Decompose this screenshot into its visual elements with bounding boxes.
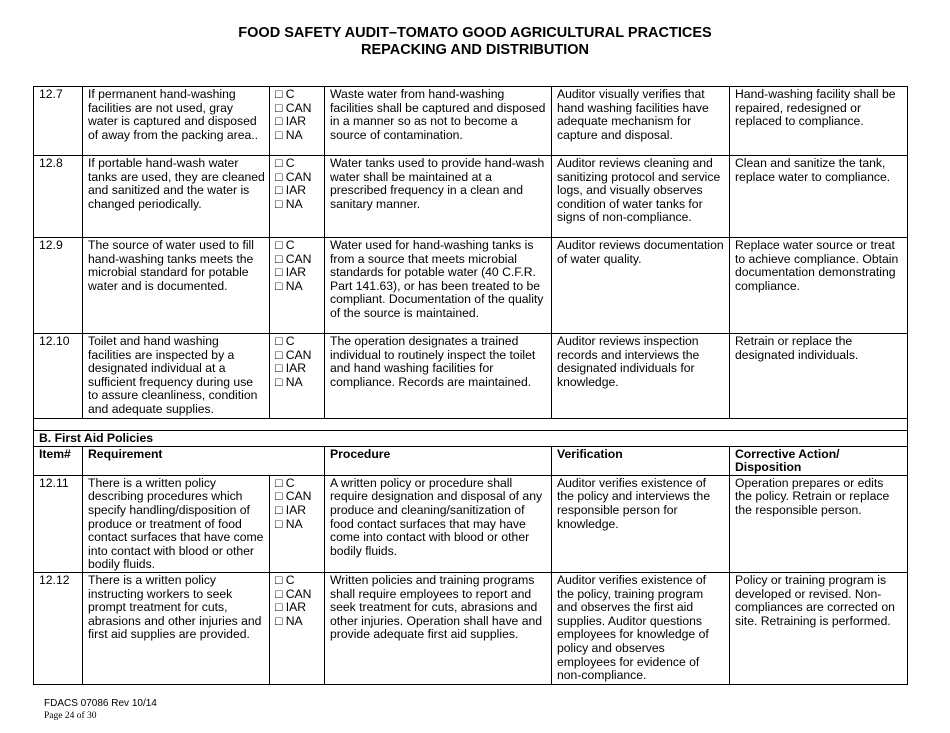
requirement-text: The source of water used to fill hand-washing tanks meets the microbial standard for potable water and is documented.	[83, 238, 270, 334]
document-title	[0, 25, 950, 59]
header-requirement: Requirement	[83, 446, 325, 475]
corrective-action-text: Clean and sanitize the tank, replace water to compliance.	[730, 156, 908, 238]
form-code: FDACS 07086 Rev 10/14	[44, 698, 157, 709]
option-na[interactable]: □ NA	[275, 374, 303, 389]
header-item: Item#	[34, 446, 83, 475]
option-iar[interactable]: □ IAR	[275, 114, 307, 129]
compliance-options[interactable]	[270, 238, 325, 334]
verification-text: Auditor reviews cleaning and sanitizing protocol and service logs, and visually observes condition of water tanks for signs of non-compliance.	[552, 156, 730, 238]
item-number: 12.8	[34, 156, 83, 238]
requirement-text: Toilet and hand washing facilities are inspected by a designated individual at a sufficient frequency during use to assure cleanliness, condition and adequate supplies.	[83, 334, 270, 419]
option-iar[interactable]: □ IAR	[275, 502, 307, 517]
option-c[interactable]: □ C	[275, 238, 295, 252]
requirement-text: If permanent hand-washing facilities are not used, gray water is captured and disposed of away from the packing area..	[83, 87, 270, 156]
option-can[interactable]: □ CAN	[275, 169, 312, 184]
spacer-cell	[34, 419, 908, 431]
item-number: 12.12	[34, 572, 83, 684]
table-row	[34, 334, 908, 419]
section-heading-row	[34, 431, 908, 447]
verification-text: Auditor visually verifies that hand washing facilities have adequate mechanism for capture and disposal.	[552, 87, 730, 156]
title-line-2: REPACKING AND DISTRIBUTION	[361, 42, 589, 58]
option-na[interactable]: □ NA	[275, 127, 303, 142]
table-row	[34, 238, 908, 334]
option-iar[interactable]: □ IAR	[275, 361, 307, 376]
option-na[interactable]: □ NA	[275, 196, 303, 211]
option-can[interactable]: □ CAN	[275, 489, 312, 504]
corrective-action-text: Replace water source or treat to achieve compliance. Obtain documentation demonstrating compliance.	[730, 238, 908, 334]
table-row	[34, 572, 908, 684]
compliance-options[interactable]	[270, 572, 325, 684]
procedure-text: Water tanks used to provide hand-wash water shall be maintained at a prescribed frequency in a clean and sanitary manner.	[325, 156, 552, 238]
corrective-action-text: Policy or training program is developed or revised. Non-compliances are corrected on site. Retraining is performed.	[730, 572, 908, 684]
compliance-options[interactable]	[270, 87, 325, 156]
option-iar[interactable]: □ IAR	[275, 600, 307, 615]
page-number: Page 24 of 30	[44, 711, 97, 721]
requirement-text: There is a written policy describing procedures which specify handling/disposition of produce or treatment of food contact surfaces that have come into contact with blood or other bodily fluids.	[83, 475, 270, 572]
procedure-text: The operation designates a trained individual to routinely inspect the toilet and hand washing facilities for compliance. Records are maintained.	[325, 334, 552, 419]
compliance-options[interactable]	[270, 334, 325, 419]
compliance-options[interactable]	[270, 156, 325, 238]
procedure-text: Water used for hand-washing tanks is from a source that meets microbial standards for potable water (40 C.F.R. Part 141.63), or has been treated to be compliant. Documentation of the quality of the source is maintained.	[325, 238, 552, 334]
requirement-text: There is a written policy instructing workers to seek prompt treatment for cuts, abrasions and other injuries and first aid supplies are provided.	[83, 572, 270, 684]
audit-table	[33, 86, 908, 685]
header-procedure: Procedure	[325, 446, 552, 475]
option-na[interactable]: □ NA	[275, 516, 303, 531]
option-c[interactable]: □ C	[275, 475, 295, 490]
table-row	[34, 156, 908, 238]
table-row	[34, 87, 908, 156]
page-footer	[44, 698, 157, 722]
corrective-action-text: Operation prepares or edits the policy. Retrain or replace the responsible person.	[730, 475, 908, 572]
item-number: 12.7	[34, 87, 83, 156]
verification-text: Auditor reviews documentation of water quality.	[552, 238, 730, 334]
option-iar[interactable]: □ IAR	[275, 265, 307, 280]
option-c[interactable]: □ C	[275, 87, 295, 101]
option-na[interactable]: □ NA	[275, 613, 303, 628]
option-c[interactable]: □ C	[275, 334, 295, 348]
procedure-text: Waste water from hand-washing facilities shall be captured and disposed in a manner so as not to become a source of contamination.	[325, 87, 552, 156]
option-can[interactable]: □ CAN	[275, 347, 312, 362]
item-number: 12.11	[34, 475, 83, 572]
compliance-options[interactable]	[270, 475, 325, 572]
option-can[interactable]: □ CAN	[275, 251, 312, 266]
option-c[interactable]: □ C	[275, 572, 295, 587]
header-corrective-action: Corrective Action/ Disposition	[730, 446, 908, 475]
header-verification: Verification	[552, 446, 730, 475]
option-na[interactable]: □ NA	[275, 278, 303, 293]
verification-text: Auditor reviews inspection records and interviews the designated individuals for knowledge.	[552, 334, 730, 419]
option-c[interactable]: □ C	[275, 156, 295, 170]
section-title: B. First Aid Policies	[34, 431, 908, 447]
verification-text: Auditor verifies existence of the policy and interviews the responsible person for knowledge.	[552, 475, 730, 572]
title-line-1: FOOD SAFETY AUDIT–TOMATO GOOD AGRICULTURAL PRACTICES	[238, 25, 712, 41]
verification-text: Auditor verifies existence of the policy, training program and observes the first aid supplies. Auditor questions employees for knowledge of policy and observes employees for evidence of non-compliance.	[552, 572, 730, 684]
item-number: 12.10	[34, 334, 83, 419]
corrective-action-text: Retrain or replace the designated individuals.	[730, 334, 908, 419]
procedure-text: A written policy or procedure shall require designation and disposal of any produce and cleaning/sanitization of food contact surfaces that may have come into contact with blood or other bodily fluids.	[325, 475, 552, 572]
requirement-text: If portable hand-wash water tanks are used, they are cleaned and sanitized and the water is changed periodically.	[83, 156, 270, 238]
column-header-row	[34, 446, 908, 475]
option-can[interactable]: □ CAN	[275, 100, 312, 115]
procedure-text: Written policies and training programs shall require employees to report and seek treatment for cuts, abrasions and other injuries. Operation shall have and provide adequate first aid supplies.	[325, 572, 552, 684]
option-can[interactable]: □ CAN	[275, 586, 312, 601]
item-number: 12.9	[34, 238, 83, 334]
spacer-row	[34, 419, 908, 431]
table-row	[34, 475, 908, 572]
option-iar[interactable]: □ IAR	[275, 183, 307, 198]
corrective-action-text: Hand-washing facility shall be repaired, redesigned or replaced to compliance.	[730, 87, 908, 156]
